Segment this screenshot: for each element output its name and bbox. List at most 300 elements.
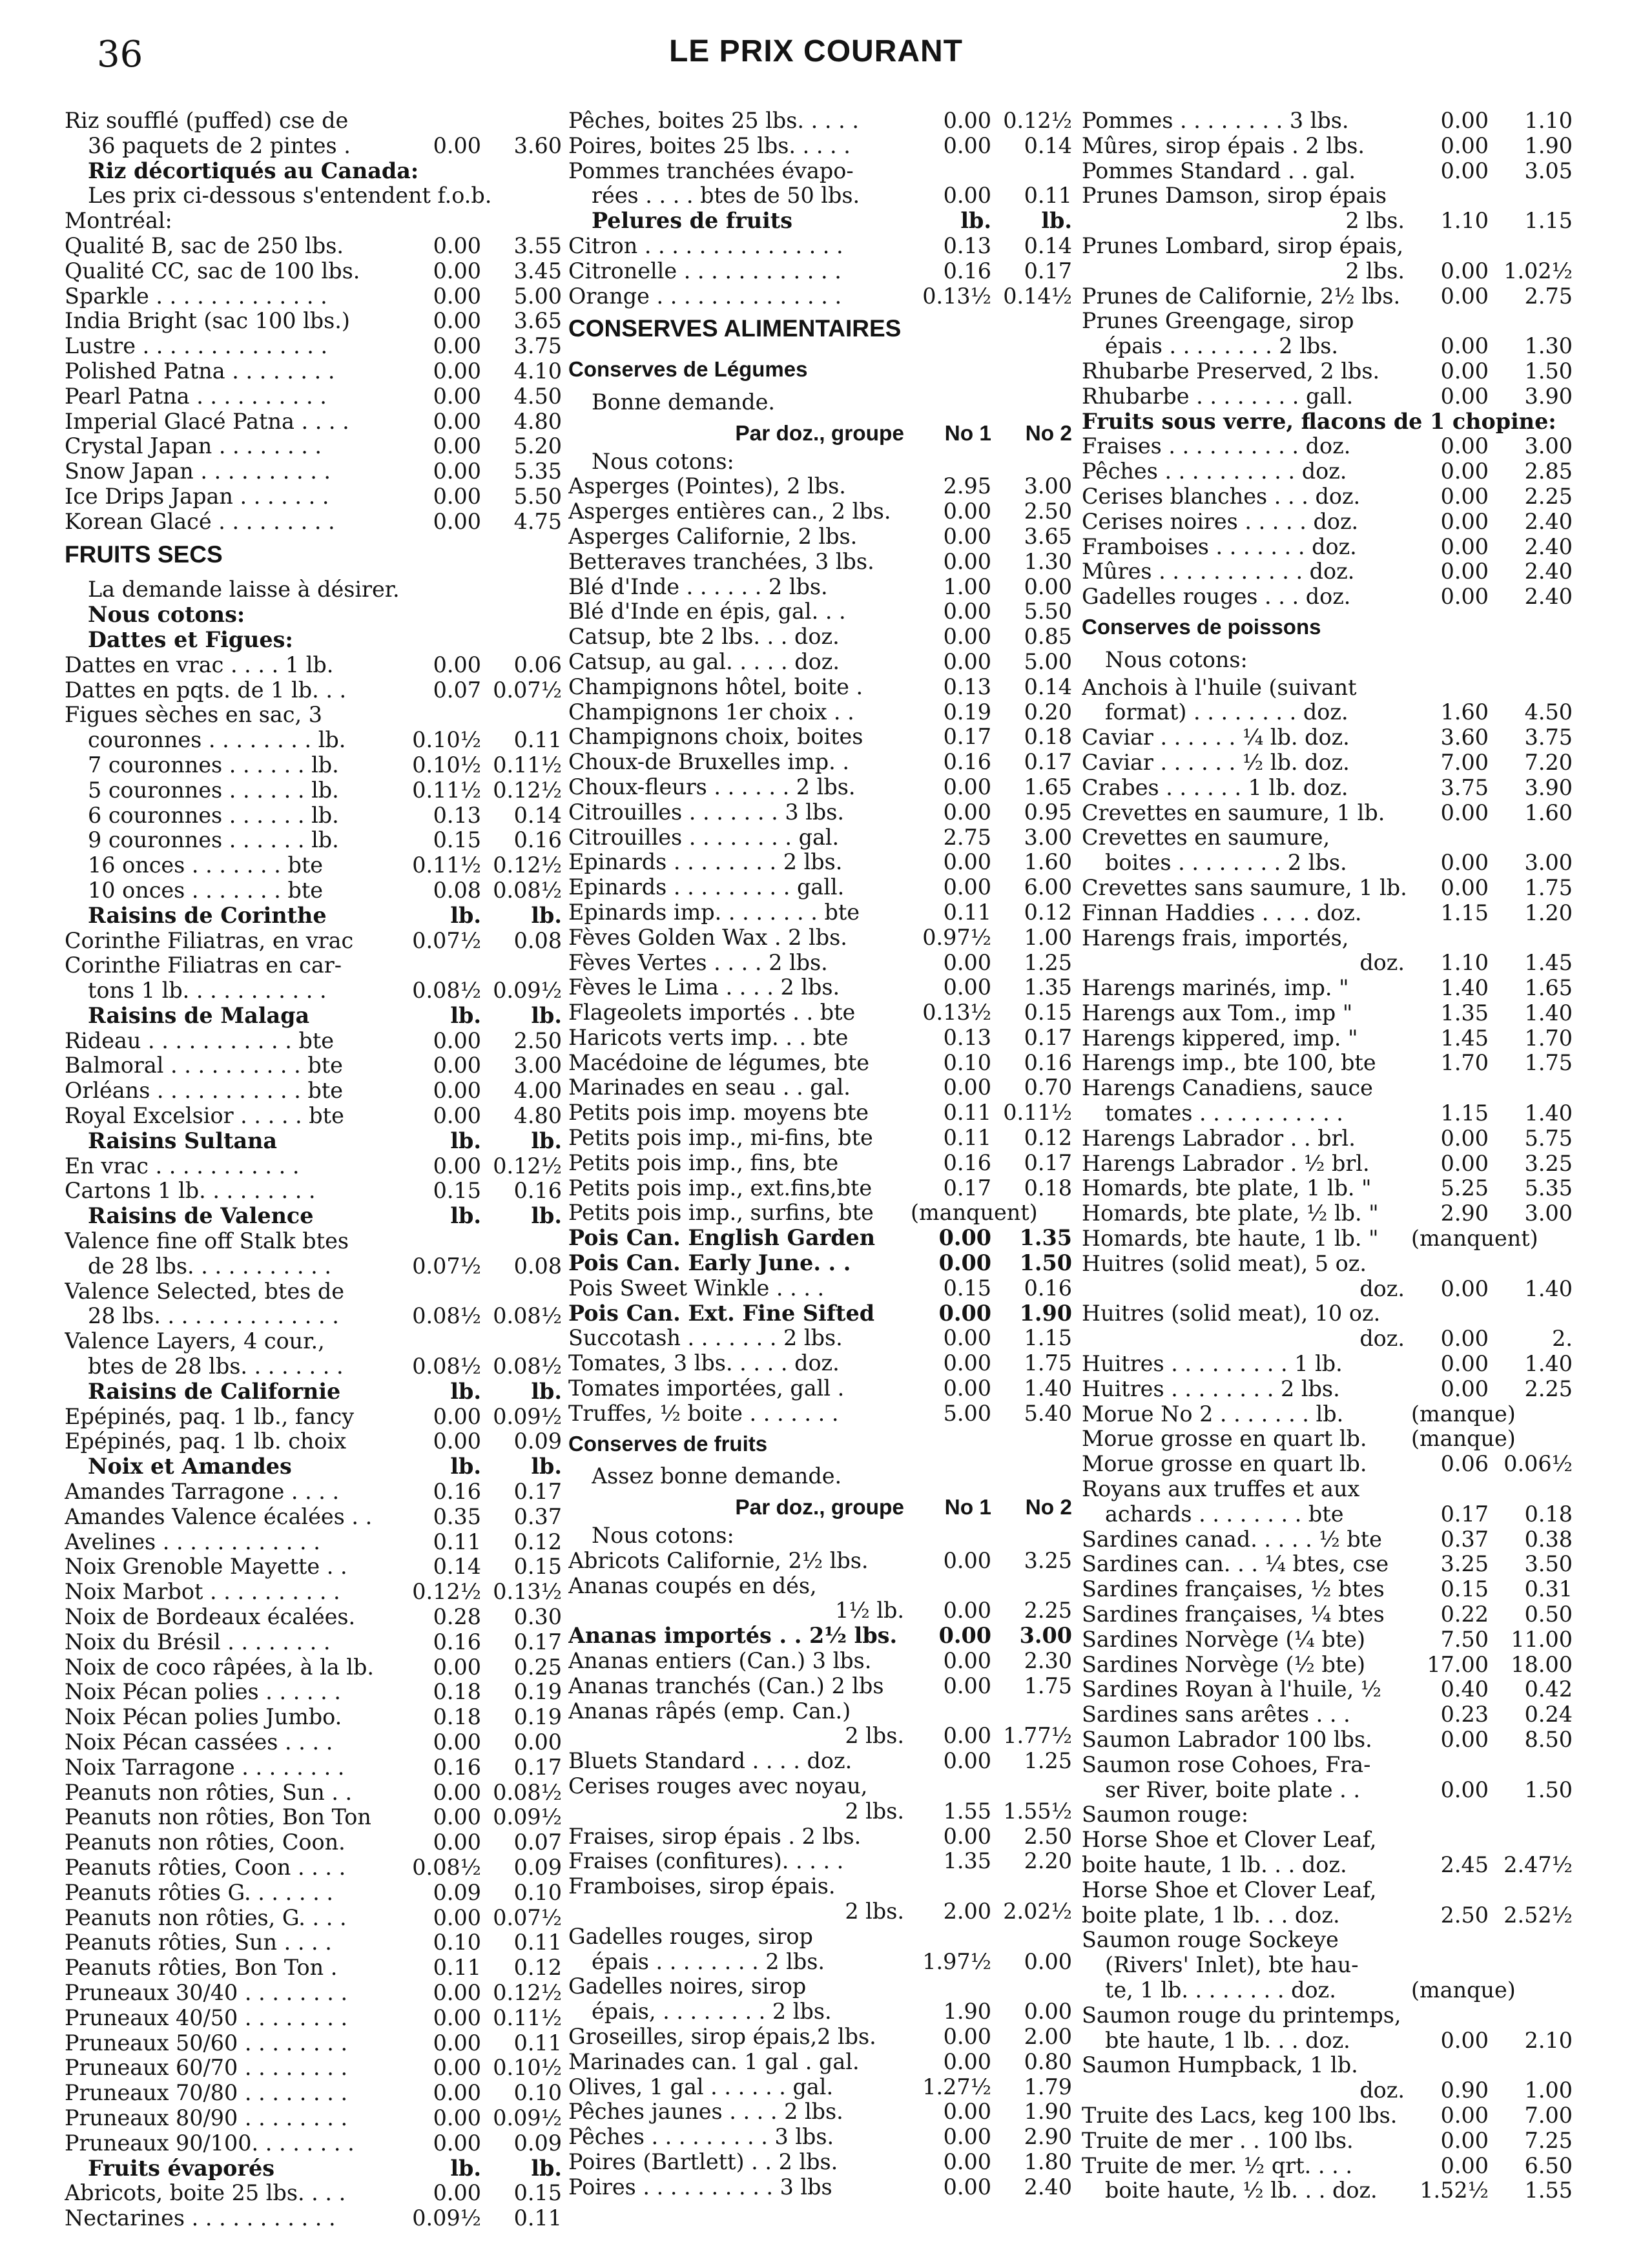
item-label: Ananas tranchés (Can.) 2 lbs — [568, 1673, 884, 1698]
price-high: 0.24 — [1524, 1702, 1573, 1727]
item-label: 1½ lb. — [835, 1598, 904, 1624]
price-row — [1082, 535, 1573, 560]
price-row — [568, 1351, 1072, 1376]
price-high: 2.10 — [1524, 2028, 1573, 2053]
price-row — [1082, 825, 1573, 850]
item-label: Par doz., groupe — [735, 1496, 904, 1520]
price-low: 0.13 — [943, 1025, 991, 1050]
item-label: te, 1 lb. . . . . . . . doz. — [1105, 1977, 1336, 2003]
price-low: 0.00 — [433, 1028, 481, 1053]
item-label: Rideau . . . . . . . . . . . bte — [65, 1028, 335, 1053]
item-label: de 28 lbs. . . . . . . . . . . — [88, 1253, 331, 1279]
price-column-2 — [568, 108, 1072, 2200]
price-high: 5.20 — [513, 434, 562, 459]
price-low: 0.08½ — [412, 978, 481, 1004]
price-high: 1.60 — [1024, 850, 1072, 875]
price-low: 0.00 — [433, 2005, 481, 2030]
item-label: 28 lbs. . . . . . . . . . . . . . — [88, 1304, 339, 1329]
price-low: 1.15 — [1440, 900, 1489, 925]
price-high: 5.40 — [1024, 1401, 1072, 1426]
item-label: Balmoral . . . . . . . . . . bte — [65, 1053, 343, 1078]
price-high: 1.60 — [1524, 800, 1573, 825]
price-row — [1082, 926, 1573, 951]
item-label: Raisins Sultana — [88, 1128, 278, 1153]
price-row — [568, 1674, 1072, 1699]
price-row — [65, 1580, 562, 1605]
price-low: 0.00 — [943, 774, 991, 799]
price-row — [65, 1830, 562, 1855]
item-label: Orange . . . . . . . . . . . . . . — [568, 284, 842, 309]
price-low: lb. — [960, 209, 991, 234]
item-label: Fraises (confitures). . . . . — [568, 1849, 844, 1874]
item-label: Prunes de Californie, 2½ lbs. — [1082, 284, 1401, 309]
item-label: Pois Can. Early June. . . — [568, 1251, 851, 1276]
price-high: 0.17 — [513, 1479, 562, 1505]
price-row — [65, 1630, 562, 1655]
item-label: Snow Japan . . . . . . . . . . — [65, 459, 331, 484]
item-label: Conserves de Légumes — [568, 357, 808, 382]
price-row — [568, 1461, 1072, 1492]
price-row — [568, 259, 1072, 284]
price-row — [1082, 1527, 1573, 1552]
item-label: Figues sèches en sac, 3 — [65, 703, 322, 728]
price-low: 0.00 — [1440, 584, 1489, 610]
price-high: 0.19 — [513, 1705, 562, 1730]
price-row — [65, 1004, 562, 1029]
item-label: Harengs aux Tom., imp " — [1082, 1000, 1353, 1026]
price-low: 0.00 — [433, 2105, 481, 2130]
price-low: 0.00 — [1440, 850, 1489, 876]
price-low: 0.00 — [943, 1649, 991, 1674]
price-row — [65, 409, 562, 435]
price-low: 0.00 — [1440, 459, 1489, 484]
price-row — [1082, 2103, 1573, 2129]
price-row — [65, 309, 562, 334]
price-high: 1.40 — [1024, 1376, 1072, 1401]
item-label: Citron . . . . . . . . . . . . . . . — [568, 233, 843, 258]
price-row — [568, 108, 1072, 134]
item-label: 2 lbs. — [1345, 209, 1405, 234]
price-row — [1082, 1978, 1573, 2003]
price-high: 0.00 — [1024, 574, 1072, 599]
price-low: 0.17 — [943, 725, 991, 750]
price-row — [568, 2050, 1072, 2075]
price-high: 0.15 — [1024, 1000, 1072, 1026]
item-label: Royal Excelsior . . . . . bte — [65, 1104, 344, 1129]
item-label: Polished Patna . . . . . . . . — [65, 358, 335, 384]
item-label: Macédoine de légumes, bte — [568, 1050, 870, 1075]
price-row — [1082, 901, 1573, 926]
item-label: 7 couronnes . . . . . . lb. — [88, 752, 339, 778]
price-high: 3.75 — [1524, 725, 1573, 750]
item-label: Gadelles noires, sirop — [568, 1974, 807, 1999]
item-label: Framboises . . . . . . . doz. — [1082, 534, 1357, 559]
item-label: doz. — [1359, 1276, 1405, 1301]
price-row — [568, 1226, 1072, 1251]
price-high: 0.17 — [1024, 1025, 1072, 1050]
price-row — [1082, 434, 1573, 459]
price-high: 0.10½ — [493, 2056, 562, 2081]
price-high: 1.70 — [1524, 1026, 1573, 1051]
price-low: 0.08½ — [412, 1304, 481, 1329]
item-label: Noix Pécan polies . . . . . . — [65, 1680, 341, 1705]
item-label: Asperges (Pointes), 2 lbs. — [568, 474, 846, 499]
price-row — [1082, 2053, 1573, 2078]
price-row — [568, 2125, 1072, 2150]
item-label: Epinards imp. . . . . . . . bte — [568, 900, 860, 925]
price-low: 0.10 — [433, 1930, 481, 1955]
price-row — [1082, 1076, 1573, 1101]
item-label: Qualité B, sac de 250 lbs. — [65, 233, 344, 258]
price-low: 1.35 — [1440, 1000, 1489, 1026]
price-low: 0.10½ — [412, 728, 481, 753]
price-row — [65, 1179, 562, 1204]
item-label: Citrouilles . . . . . . . 3 lbs. — [568, 799, 845, 825]
price-row — [568, 1376, 1072, 1401]
price-high: 2.25 — [1524, 1376, 1573, 1401]
price-low: 0.08½ — [412, 1354, 481, 1379]
item-label: couronnes . . . . . . . . lb. — [88, 728, 346, 753]
price-row — [1082, 159, 1573, 184]
item-label: Tomates, 3 lbs. . . . . doz. — [568, 1351, 840, 1376]
item-label: btes de 28 lbs. . . . . . . . — [88, 1354, 344, 1379]
price-high: 1.15 — [1024, 1326, 1072, 1351]
price-low: 0.19 — [943, 699, 991, 725]
price-high: 1.40 — [1524, 1000, 1573, 1026]
price-high: 1.20 — [1524, 900, 1573, 925]
price-row — [1082, 1903, 1573, 1928]
price-row — [1082, 1226, 1573, 1252]
item-label: Noix et Amandes — [88, 1454, 292, 1479]
item-label: Cerises noires . . . . . doz. — [1082, 509, 1359, 534]
price-low: 0.00 — [433, 1805, 481, 1830]
price-row — [1082, 2003, 1573, 2028]
item-label: Harengs Labrador . . brl. — [1082, 1126, 1356, 1151]
price-low: 0.15 — [433, 828, 481, 853]
item-label: Betteraves tranchées, 3 lbs. — [568, 549, 874, 574]
price-high: 0.09½ — [493, 978, 562, 1004]
price-row — [1082, 1878, 1573, 1903]
price-low: 0.06 — [1440, 1452, 1489, 1477]
price-high: lb. — [1041, 209, 1072, 234]
item-label: Epinards . . . . . . . . . gall. — [568, 875, 845, 900]
price-low: 7.00 — [1440, 750, 1489, 775]
price-high: 18.00 — [1511, 1652, 1573, 1677]
price-high: 0.42 — [1524, 1677, 1573, 1702]
price-row — [65, 1454, 562, 1479]
price-low: 0.00 — [433, 1905, 481, 1930]
price-row — [1082, 645, 1573, 675]
item-label: 36 paquets de 2 pintes . — [88, 133, 351, 158]
price-high: 0.80 — [1024, 2049, 1072, 2074]
item-label: boites . . . . . . . . 2 lbs. — [1105, 850, 1347, 876]
price-low: 0.00 — [1440, 875, 1489, 900]
price-row — [1082, 1452, 1573, 1477]
price-low: 2.45 — [1440, 1852, 1489, 1877]
price-low: 0.00 — [1440, 509, 1489, 534]
item-label: Petits pois imp., ext.fins,bte — [568, 1175, 873, 1201]
price-low: 0.00 — [943, 1824, 991, 1849]
item-label: Valence Selected, btes de — [65, 1279, 344, 1304]
price-low: 0.00 — [1440, 534, 1489, 559]
price-row — [65, 284, 562, 309]
price-low: 1.70 — [1440, 1051, 1489, 1076]
item-label: tomates . . . . . . . . . . . — [1105, 1101, 1343, 1126]
price-low: 0.00 — [943, 2024, 991, 2049]
price-row — [1082, 1577, 1573, 1602]
price-row — [65, 1279, 562, 1304]
price-low: 0.35 — [433, 1504, 481, 1529]
price-low: 0.00 — [433, 1780, 481, 1805]
price-row — [65, 234, 562, 259]
price-row — [568, 2175, 1072, 2200]
price-low: lb. — [450, 1128, 481, 1153]
price-high: lb. — [531, 1128, 562, 1153]
item-label: Marinades can. 1 gal . gal. — [568, 2049, 860, 2074]
item-label: achards . . . . . . . . bte — [1105, 1501, 1344, 1527]
price-row — [1082, 459, 1573, 484]
item-label: Pruneaux 30/40 . . . . . . . . — [65, 1980, 348, 2005]
price-row — [568, 825, 1072, 850]
price-low: 0.00 — [943, 599, 991, 624]
price-row — [1082, 675, 1573, 701]
price-high: 3.90 — [1524, 384, 1573, 409]
item-label: Saumon rouge: — [1082, 1802, 1249, 1828]
price-row — [568, 1251, 1072, 1276]
item-label: Nectarines . . . . . . . . . . . — [65, 2206, 336, 2231]
price-low: 0.00 — [433, 1429, 481, 1454]
price-high: 2.52½ — [1503, 1902, 1573, 1928]
price-row — [568, 387, 1072, 418]
price-row — [568, 1176, 1072, 1201]
price-row — [65, 209, 562, 234]
item-label: 2 lbs. — [845, 1899, 904, 1924]
item-label: Sardines Royan à l'huile, ½ — [1082, 1677, 1382, 1702]
item-label: Truite de mer. ½ qrt. . . . — [1082, 2153, 1352, 2178]
price-low: 0.00 — [1440, 1276, 1489, 1301]
item-label: Pruneaux 60/70 . . . . . . . . — [65, 2056, 348, 2081]
price-row — [568, 524, 1072, 550]
price-row — [1082, 1702, 1573, 1727]
item-label: Nous cotons: — [88, 603, 245, 628]
item-label: Raisins de Valence — [88, 1204, 314, 1229]
price-high: 0.09½ — [493, 1805, 562, 1830]
item-label: Sardines can. . . ¼ btes, cse — [1082, 1552, 1389, 1577]
price-row — [568, 775, 1072, 800]
item-label: Valence Layers, 4 cour., — [65, 1329, 325, 1354]
price-low: 0.00 — [943, 524, 991, 549]
price-low: 0.00 — [943, 975, 991, 1000]
price-high: 0.85 — [1024, 624, 1072, 650]
price-low: 0.00 — [943, 1673, 991, 1698]
item-label: Sparkle . . . . . . . . . . . . . — [65, 284, 327, 309]
price-low: 0.14 — [433, 1554, 481, 1580]
item-label: Groseilles, sirop épais,2 lbs. — [568, 2024, 876, 2049]
price-row — [65, 1680, 562, 1705]
price-row — [568, 1026, 1072, 1051]
price-row — [1082, 750, 1573, 776]
price-low: 0.16 — [433, 1755, 481, 1780]
item-label: Truite de mer . . 100 lbs. — [1082, 2128, 1354, 2153]
price-row — [568, 1974, 1072, 1999]
price-low: 0.00 — [433, 1655, 481, 1680]
price-row — [568, 1100, 1072, 1126]
price-high: 1.45 — [1524, 951, 1573, 976]
price-low: 0.00 — [943, 799, 991, 825]
price-row — [1082, 1051, 1573, 1076]
item-label: Assez bonne demande. — [592, 1464, 842, 1489]
item-label: Fruits évaporés — [88, 2156, 275, 2181]
item-label: Huitres . . . . . . . . 2 lbs. — [1082, 1376, 1340, 1401]
price-high — [1489, 1226, 1573, 1252]
item-label: Epépinés, paq. 1 lb., fancy — [65, 1404, 355, 1429]
item-label: boite plate, 1 lb. . . doz. — [1082, 1902, 1340, 1928]
price-low: 1.10 — [1440, 951, 1489, 976]
item-label: Noix du Brésil . . . . . . . . — [65, 1629, 331, 1655]
price-low: lb. — [450, 1003, 481, 1028]
price-row — [1082, 359, 1573, 384]
price-low: 0.00 — [1440, 1777, 1489, 1802]
price-low: 1.00 — [943, 574, 991, 599]
price-high: 1.75 — [1524, 1051, 1573, 1076]
price-row — [1082, 384, 1573, 409]
price-low: 0.00 — [943, 2149, 991, 2174]
price-low: 0.00 — [1440, 800, 1489, 825]
price-high — [1489, 1978, 1573, 2003]
price-high: 0.08 — [513, 1253, 562, 1279]
price-row — [65, 1029, 562, 1054]
price-low: 0.00 — [943, 1351, 991, 1376]
price-row — [568, 1950, 1072, 1975]
price-row — [65, 1955, 562, 1981]
price-high: 0.08½ — [493, 1780, 562, 1805]
price-low: 2.00 — [943, 1899, 991, 1924]
price-high: 2.47½ — [1503, 1852, 1573, 1877]
item-label: Pearl Patna . . . . . . . . . . — [65, 384, 327, 409]
price-high: 4.50 — [513, 384, 562, 409]
price-row — [568, 700, 1072, 725]
price-low: 0.00 — [433, 1078, 481, 1104]
price-high: 7.20 — [1524, 750, 1573, 775]
price-high: 0.14 — [1024, 674, 1072, 699]
item-label: Riz décortiqués au Canada: — [88, 158, 419, 183]
item-label: Petits pois imp., fins, bte — [568, 1150, 839, 1175]
price-high: 1.90 — [1019, 1301, 1072, 1326]
item-label: Abricots, boite 25 lbs. . . . — [65, 2181, 346, 2206]
item-label: Harengs marinés, imp. " — [1082, 976, 1349, 1001]
price-high: 0.13½ — [493, 1580, 562, 1605]
price-high: 2.25 — [1024, 1598, 1072, 1624]
item-label: Pruneaux 70/80 . . . . . . . . — [65, 2081, 348, 2106]
price-high: 4.00 — [513, 1078, 562, 1104]
price-row — [65, 1530, 562, 1555]
price-row — [568, 1075, 1072, 1100]
price-low: 5.25 — [1440, 1176, 1489, 1201]
item-label: Morue grosse en quart lb. — [1082, 1427, 1367, 1452]
price-high: 0.12 — [513, 1529, 562, 1554]
item-label: Peanuts rôties, Bon Ton . — [65, 1955, 338, 1981]
price-low: 5.00 — [943, 1401, 991, 1426]
price-row — [1082, 1853, 1573, 1878]
item-label: Truffes, ½ boite . . . . . . . — [568, 1401, 839, 1426]
price-row — [568, 1598, 1072, 1624]
item-label: Par doz., groupe — [735, 421, 904, 446]
price-high: 4.75 — [513, 509, 562, 534]
price-high: 5.50 — [1024, 599, 1072, 624]
item-label: Pêches, boites 25 lbs. . . . . — [568, 108, 859, 133]
item-label: Rhubarbe . . . . . . . . gall. — [1082, 384, 1354, 409]
price-high: 0.18 — [1024, 725, 1072, 750]
price-low: 0.00 — [943, 549, 991, 574]
price-row — [1082, 334, 1573, 359]
item-label: Peanuts non rôties, Bon Ton — [65, 1805, 371, 1830]
price-high: 3.00 — [1524, 1201, 1573, 1226]
price-high: 3.00 — [513, 1053, 562, 1078]
price-row — [65, 828, 562, 853]
price-row — [1082, 1802, 1573, 1828]
price-high: 0.15 — [513, 2181, 562, 2206]
price-row — [568, 1899, 1072, 1924]
price-row — [1082, 1677, 1573, 1702]
item-label: Homards, bte haute, 1 lb. " — [1082, 1226, 1379, 1252]
price-high: 0.11½ — [493, 752, 562, 778]
price-row — [1082, 108, 1573, 134]
item-label: Horse Shoe et Clover Leaf, — [1082, 1877, 1377, 1902]
price-row — [65, 1705, 562, 1730]
price-row — [568, 418, 1072, 449]
price-high: 0.70 — [1024, 1075, 1072, 1100]
item-label: Ananas entiers (Can.) 3 lbs. — [568, 1649, 872, 1674]
item-label: Caviar . . . . . . ½ lb. doz. — [1082, 750, 1350, 775]
price-low: 0.00 — [433, 434, 481, 459]
item-label: Pruneaux 90/100. . . . . . . . — [65, 2130, 355, 2156]
price-high: 1.15 — [1524, 209, 1573, 234]
item-label: Petits pois imp., surfins, bte — [568, 1201, 874, 1226]
price-low: 2.50 — [1440, 1902, 1489, 1928]
item-label: Dattes en pqts. de 1 lb. . . — [65, 677, 347, 703]
price-low: 0.00 — [943, 2174, 991, 2200]
price-row — [568, 1624, 1072, 1649]
item-label: Korean Glacé . . . . . . . . . — [65, 509, 335, 534]
price-row — [568, 1201, 1072, 1226]
price-high — [1489, 1402, 1573, 1427]
price-row — [568, 209, 1072, 234]
price-row — [65, 183, 562, 209]
price-row — [568, 1849, 1072, 1874]
item-label: Morue grosse en quart lb. — [1082, 1452, 1367, 1477]
price-row — [1082, 725, 1573, 750]
price-low: 0.00 — [433, 2081, 481, 2106]
item-label: format) . . . . . . . . doz. — [1105, 700, 1348, 725]
price-row — [568, 1799, 1072, 1824]
item-label: Succotash . . . . . . . 2 lbs. — [568, 1326, 843, 1351]
price-high: 0.00 — [513, 1730, 562, 1755]
price-high: 0.38 — [1524, 1527, 1573, 1552]
item-label: Harengs frais, importés, — [1082, 925, 1349, 951]
item-label: Ananas râpés (emp. Can.) — [568, 1698, 851, 1724]
price-row — [65, 384, 562, 409]
price-high: lb. — [531, 1204, 562, 1229]
price-high: 4.80 — [513, 409, 562, 434]
item-label: Mûres, sirop épais . 2 lbs. — [1082, 133, 1365, 158]
section-heading — [65, 535, 562, 578]
price-row — [568, 1774, 1072, 1799]
price-low: 0.00 — [433, 384, 481, 409]
price-high: 6.50 — [1524, 2153, 1573, 2178]
price-high: 3.65 — [513, 309, 562, 334]
item-label: Noix de coco râpées, à la lb. — [65, 1655, 374, 1680]
price-low: lb. — [450, 1454, 481, 1479]
